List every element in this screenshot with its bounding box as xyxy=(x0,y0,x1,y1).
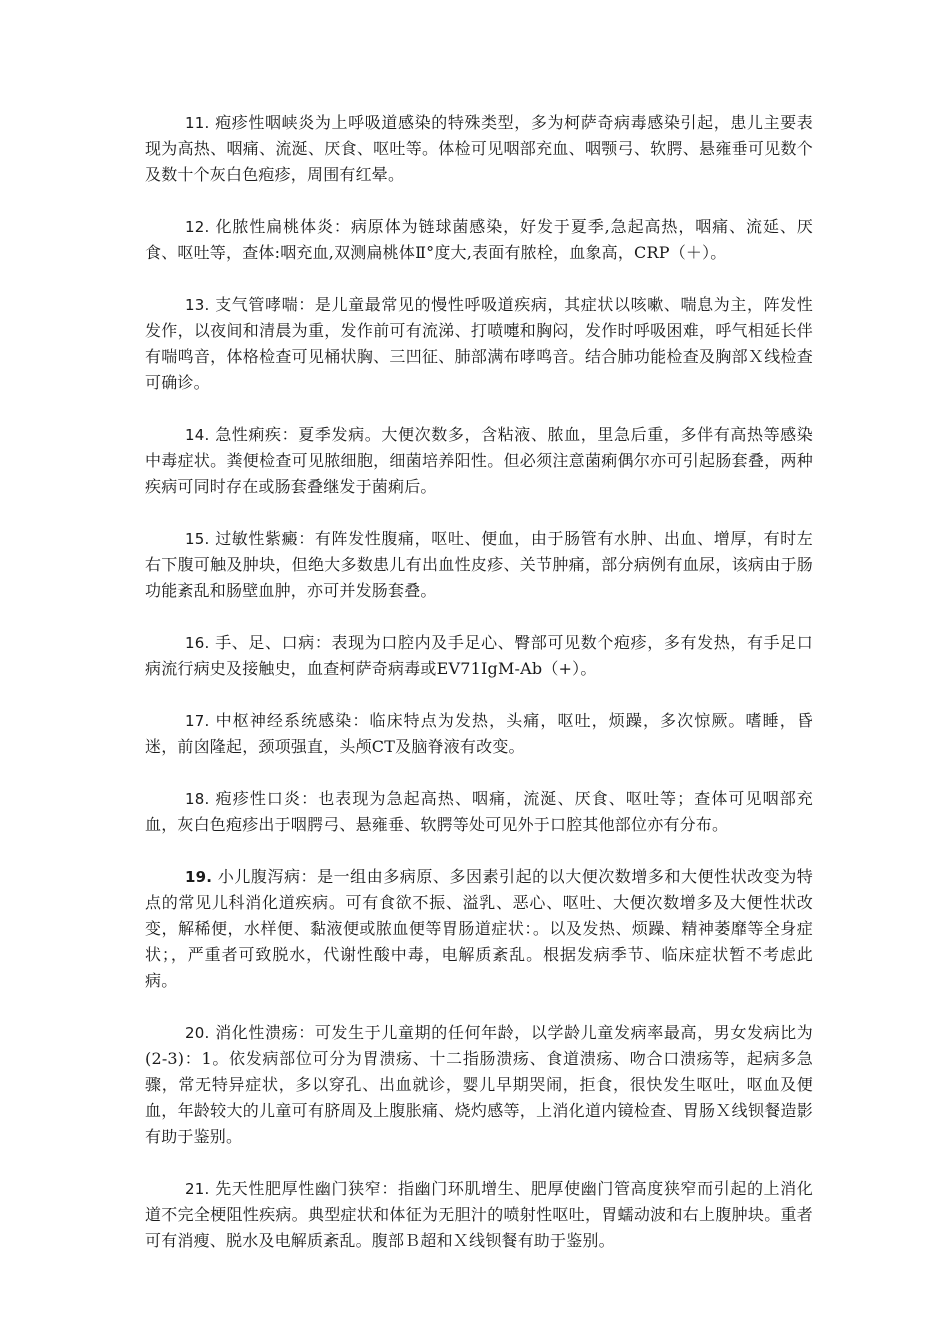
paragraph-19 xyxy=(145,864,813,994)
item-number: 20. xyxy=(185,1024,210,1042)
item-number: 21. xyxy=(185,1180,210,1198)
paragraph-text: 支气管哮喘：是儿童最常见的慢性呼吸道疾病，其症状以咳嗽、喘息为主，阵发性发作，以夜间和清晨为重，发作前可有流涕、打喷嚏和胸闷，发作时呼吸困难，呼气相延长伴有喘鸣音，体格检查可见桶状胸、三凹征、肺部满布哮鸣音。结合肺功能检查及胸部Ｘ线检查可确诊。 xyxy=(145,295,814,392)
paragraph-text: 先天性肥厚性幽门狭窄：指幽门环肌增生、肥厚使幽门管高度狭窄而引起的上消化道不完全梗阻性疾病。典型症状和体征为无胆汁的喷射性呕吐，胃蠕动波和右上腹肿块。重者可有消瘦、脱水及电解质紊乱。腹部Ｂ超和Ｘ线钡餐有助于鉴别。 xyxy=(145,1179,814,1250)
item-number: 12. xyxy=(185,218,210,236)
paragraph-text: 过敏性紫癜：有阵发性腹痛，呕吐、便血，由于肠管有水肿、出血、增厚，有时左右下腹可触及肿块，但绝大多数患儿有出血性皮疹、关节肿痛，部分病例有血尿，该病由于肠功能紊乱和肠壁血肿，亦可并发肠套叠。 xyxy=(145,529,814,600)
paragraph-text: 消化性溃疡：可发生于儿童期的任何年龄，以学龄儿童发病率最高，男女发病比为(2-3)：1。依发病部位可分为胃溃疡、十二指肠溃疡、食道溃疡、吻合口溃疡等，起病多急骤，常无特异症状，多以穿孔、出血就诊，婴儿早期哭闹，拒食，很快发生呕吐，呕血及便血，年龄较大的儿童可有脐周及上腹胀痛、烧灼感等，上消化道内镜检查、胃肠Ｘ线钡餐造影有助于鉴别。 xyxy=(145,1023,814,1146)
paragraph-text: 疱疹性口炎：也表现为急起高热、咽痛，流涎、厌食、呕吐等；查体可见咽部充血，灰白色疱疹出于咽腭弓、悬雍垂、软腭等处可见外于口腔其他部位亦有分布。 xyxy=(145,789,813,834)
paragraph-16 xyxy=(145,630,813,682)
paragraph-text: 急性痢疾：夏季发病。大便次数多，含粘液、脓血，里急后重，多伴有高热等感染中毒症状。粪便检查可见脓细胞，细菌培养阳性。但必须注意菌痢偶尔亦可引起肠套叠，两种疾病可同时存在或肠套叠继发于菌痢后。 xyxy=(145,425,814,496)
paragraph-15 xyxy=(145,526,813,604)
paragraph-12 xyxy=(145,214,813,266)
paragraph-17 xyxy=(145,708,813,760)
item-number: 18. xyxy=(185,790,210,808)
paragraph-11 xyxy=(145,110,830,188)
item-number: 14. xyxy=(185,426,210,444)
item-number: 11. xyxy=(185,114,210,132)
paragraph-13 xyxy=(145,292,813,396)
paragraph-text: 中枢神经系统感染：临床特点为发热，头痛，呕吐，烦躁，多次惊厥。嗜睡，昏迷，前囟隆起，颈项强直，头颅CT及脑脊液有改变。 xyxy=(145,711,813,756)
paragraph-text: 疱疹性咽峡炎为上呼吸道感染的特殊类型，多为柯萨奇病毒感染引起，患儿主要表 现为高热、咽痛、流涎、厌食、呕吐等。体检可见咽部充血、咽颚弓、软腭、悬雍垂可见数个及数十个灰白色疱疹，周围有红晕。 xyxy=(145,113,830,184)
item-number: 16. xyxy=(185,634,210,652)
paragraph-18 xyxy=(145,786,813,838)
paragraph-text: 小儿腹泻病：是一组由多病原、多因素引起的以大便次数增多和大便性状改变为特点的常见儿科消化道疾病。可有食欲不振、溢乳、恶心、呕吐、大便次数增多及大便性状改变，解稀便，水样便、黏液便或脓血便等胃肠道症状：。以及发热、烦躁、精神萎靡等全身症状；，严重者可致脱水，代谢性酸中毒，电解质紊乱。根据发病季节、临床症状暂不考虑此病。 xyxy=(145,867,813,990)
paragraph-14 xyxy=(145,422,813,500)
paragraph-text: 化脓性扁桃体炎：病原体为链球菌感染，好发于夏季,急起高热，咽痛、流延、厌食、呕吐等，查体:咽充血,双测扁桃体Ⅱ°度大,表面有脓栓，血象高，CRP（＋）。 xyxy=(145,217,813,262)
item-number: 17. xyxy=(185,712,210,730)
item-number: 15. xyxy=(185,530,210,548)
document-page xyxy=(145,110,830,1280)
item-number: 13. xyxy=(185,296,210,314)
paragraph-text: 手、足、口病：表现为口腔内及手足心、臀部可见数个疱疹，多有发热，有手足口病流行病史及接触史，血查柯萨奇病毒或EV71IgM-Ab（+）。 xyxy=(145,633,814,678)
item-number: 19. xyxy=(185,868,213,886)
paragraph-21 xyxy=(145,1176,813,1254)
paragraph-20 xyxy=(145,1020,813,1150)
